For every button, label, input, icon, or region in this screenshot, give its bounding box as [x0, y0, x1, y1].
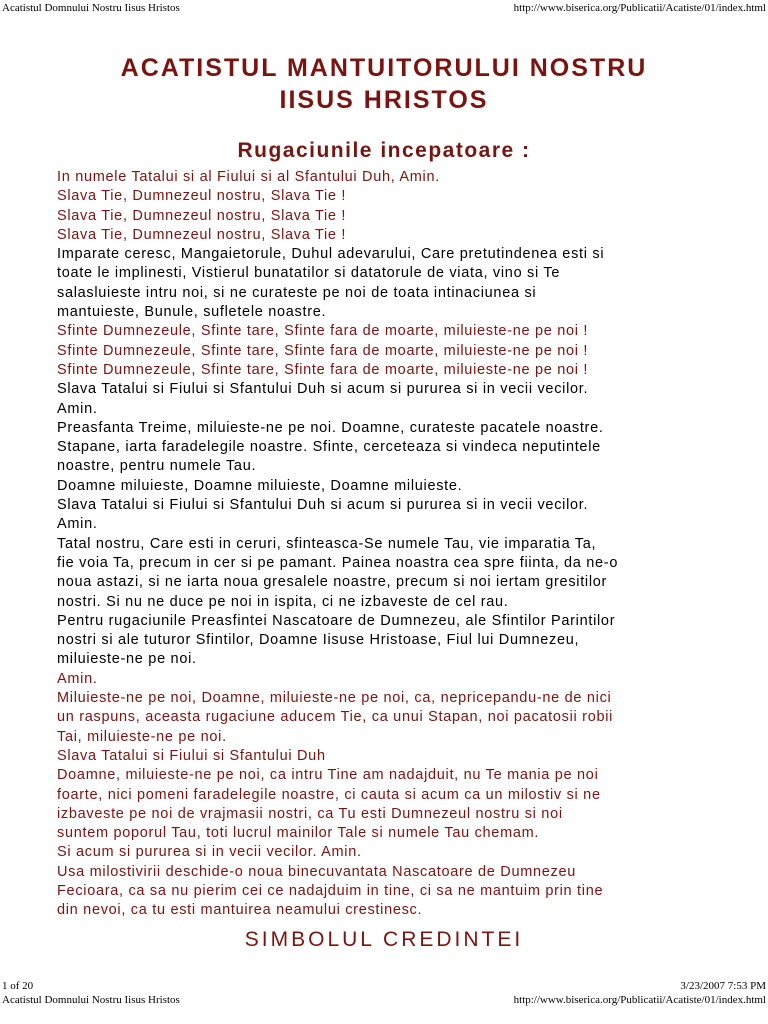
paragraph: Slava Tatalui si Fiului si Sfantului Duh si acum si pururea si in vecii vecilor. Amin. — [57, 497, 589, 533]
paragraph: Doamne, miluieste-ne pe noi, ca intru Tine am nadajduit, nu Te mania pe noi foarte, nici pomeni faradelegile noastre, ci cauta si acum ca un milostiv si ne izbaveste pe noi de vrajmasii nostri, ca Tu esti Dumnezeul nostru si noi suntem poporul Tau, toti lucrul mainilor Tale si numele Tau chemam. — [57, 767, 601, 842]
page-footer — [0, 980, 768, 1020]
title-line-1: ACATISTUL MANTUITORULUI NOSTRU — [120, 54, 648, 82]
paragraph: Slava Tatalui si Fiului si Sfantului Duh si acum si pururea si in vecii vecilor. Amin. — [57, 381, 589, 417]
paragraph: Slava Tie, Dumnezeul nostru, Slava Tie ! — [57, 207, 347, 224]
paragraph: Imparate ceresc, Mangaietorule, Duhul adevarului, Care pretutindenea esti si toate le implinesti, Vistierul bunatatilor si datatorule de viata, vino si Te salasluieste intru noi, si ne curateste pe noi de toata intinaciunea si mantuieste, Bunule, sufletele noastre. — [57, 246, 605, 321]
paragraph: Sfinte Dumnezeule, Sfinte tare, Sfinte fara de moarte, miluieste-ne pe noi ! — [57, 323, 589, 340]
paragraph: In numele Tatalui si al Fiului si al Sfantului Duh, Amin. — [57, 169, 440, 185]
paragraph: Sfinte Dumnezeule, Sfinte tare, Sfinte fara de moarte, miluieste-ne pe noi ! — [57, 342, 589, 359]
header-title: Acatistul Domnului Nostru Iisus Hristos — [2, 2, 180, 14]
prayer-text — [57, 168, 727, 921]
print-datetime: 3/23/2007 7:53 PM — [680, 980, 766, 992]
page-header — [0, 2, 768, 16]
title-line-2: IISUS HRISTOS — [279, 86, 489, 114]
paragraph: Miluieste-ne pe noi, Doamne, miluieste-ne pe noi, ca, nepricepandu-ne de nici un raspuns, aceasta rugaciune aducem Tie, ca unui Stapan, noi pacatosii robii Tai, miluieste-ne pe noi. — [57, 690, 614, 745]
document-content — [0, 52, 768, 952]
next-section-heading: SIMBOLUL CREDINTEI — [244, 927, 524, 951]
paragraph: Tatal nostru, Care esti in ceruri, sfinteasca-Se numele Tau, vie imparatia Ta, fie voia Ta, precum in cer si pe pamant. Painea noastra cea spre fiinta, da ne-o noua astazi, si ne iarta noua gresalele noastre, precum si noi iertam gresitilor nostri. Si nu ne duce pe noi in ispita, ci ne izbaveste de cel rau. — [57, 535, 619, 610]
paragraph: Slava Tie, Dumnezeul nostru, Slava Tie ! — [57, 226, 347, 243]
document-title — [0, 52, 768, 116]
paragraph: Amin. — [57, 670, 98, 687]
paragraph: Slava Tie, Dumnezeul nostru, Slava Tie ! — [57, 188, 347, 205]
header-url[interactable]: http://www.biserica.org/Publicatii/Acatiste/01/index.html — [513, 2, 766, 14]
paragraph: Preasfanta Treime, miluieste-ne pe noi. Doamne, curateste pacatele noastre. Stapane, iarta faradelegile noastre. Sfinte, cerceteaza si vindeca neputintele noastre, pentru numele Tau. — [57, 419, 604, 475]
section-heading: Rugaciunile incepatoare : — [237, 139, 531, 162]
paragraph: Pentru rugaciunile Preasfintei Nascatoare de Dumnezeu, ale Sfintilor Parintilor nostri si ale tuturor Sfintilor, Doamne Iisuse Hristoase, Fiul lui Dumnezeu, miluieste-ne pe noi. — [57, 612, 616, 668]
paragraph: Slava Tatalui si Fiului si Sfantului Duh — [57, 747, 326, 764]
page-number: 1 of 20 — [2, 980, 34, 992]
paragraph: Si acum si pururea si in vecii vecilor. Amin. — [57, 844, 362, 861]
paragraph: Doamne miluieste, Doamne miluieste, Doamne miluieste. — [57, 477, 463, 494]
footer-url[interactable]: http://www.biserica.org/Publicatii/Acatiste/01/index.html — [513, 994, 766, 1006]
footer-title: Acatistul Domnului Nostru Iisus Hristos — [2, 994, 180, 1006]
paragraph: Sfinte Dumnezeule, Sfinte tare, Sfinte fara de moarte, miluieste-ne pe noi ! — [57, 361, 589, 378]
paragraph: Usa milostivirii deschide-o noua binecuvantata Nascatoare de Dumnezeu Fecioara, ca sa nu pierim cei ce nadajduim in tine, ci sa ne mantuim prin tine din nevoi, ca tu esti mantuirea neamului crestinesc. — [57, 863, 604, 919]
